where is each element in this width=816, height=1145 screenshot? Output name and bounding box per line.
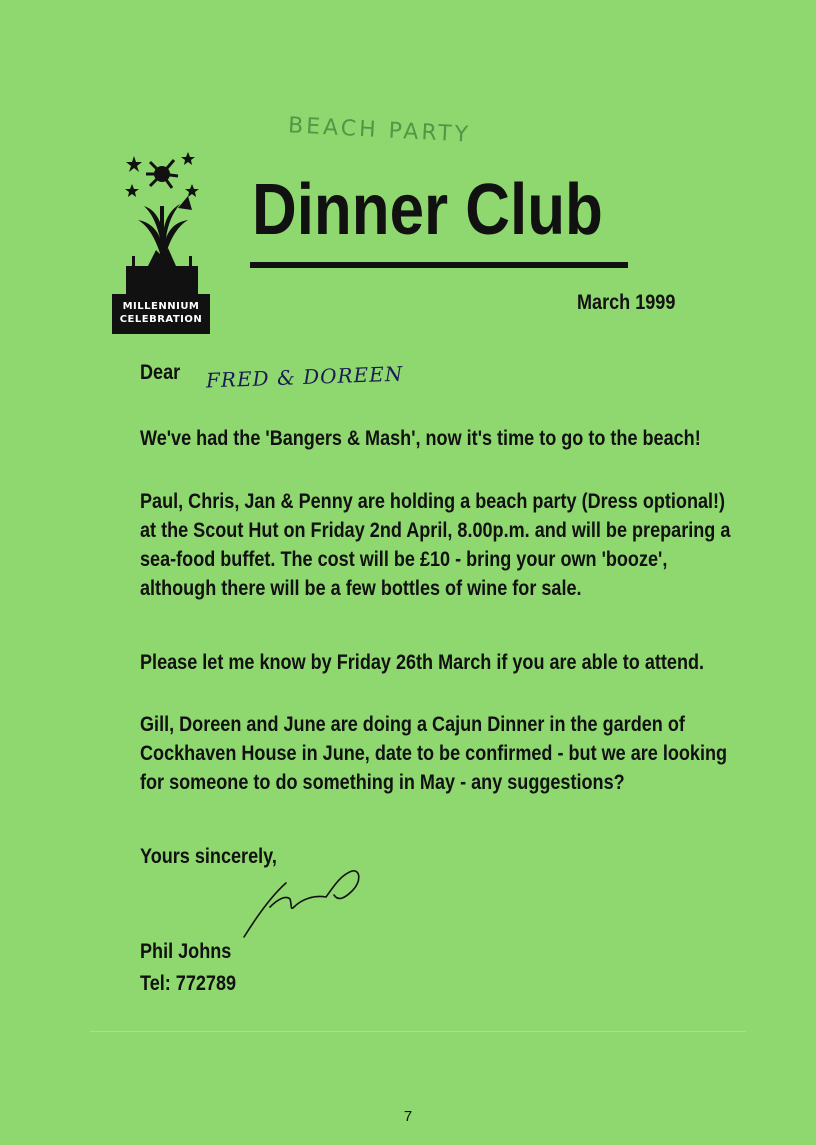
paragraph-1: We've had the 'Bangers & Mash', now it's time to go to the beach!: [140, 427, 701, 450]
logo-line-1: MILLENNIUM: [122, 301, 200, 312]
page-number: 7: [403, 1108, 413, 1125]
title-underline: [250, 262, 628, 268]
salutation: Dear: [140, 361, 181, 384]
paragraph-4: Gill, Doreen and June are doing a Cajun Dinner in the garden of Cockhaven House in June, date to be confirmed - but we are looking for someone to do something in May - any suggestions?: [140, 713, 728, 794]
logo-caption: [112, 294, 210, 334]
footer-divider: [90, 1031, 746, 1032]
page-title: Dinner Club: [252, 170, 603, 250]
handwritten-note: BEACH PARTY: [287, 113, 472, 148]
paragraph-2: Paul, Chris, Jan & Penny are holding a beach party (Dress optional!) at the Scout Hut on Friday 2nd April, 8.00p.m. and will be preparing a sea-food buffet. The cost will be £10 - bring your own 'booze', although there will be a few bottles of wine for sale.: [140, 490, 731, 600]
handwritten-recipients: FRED & DOREEN: [205, 361, 404, 393]
closing: Yours sincerely,: [140, 845, 277, 868]
millennium-celebration-logo: [112, 148, 212, 334]
firework-palm-icon: [112, 148, 212, 294]
logo-line-2: CELEBRATION: [119, 314, 203, 325]
signer-telephone: Tel: 772789: [140, 972, 237, 995]
signer-name: Phil Johns: [140, 940, 232, 963]
signature-image: [240, 865, 370, 940]
paragraph-3: Please let me know by Friday 26th March if you are able to attend.: [140, 651, 705, 674]
letter-date: March 1999: [577, 291, 676, 314]
